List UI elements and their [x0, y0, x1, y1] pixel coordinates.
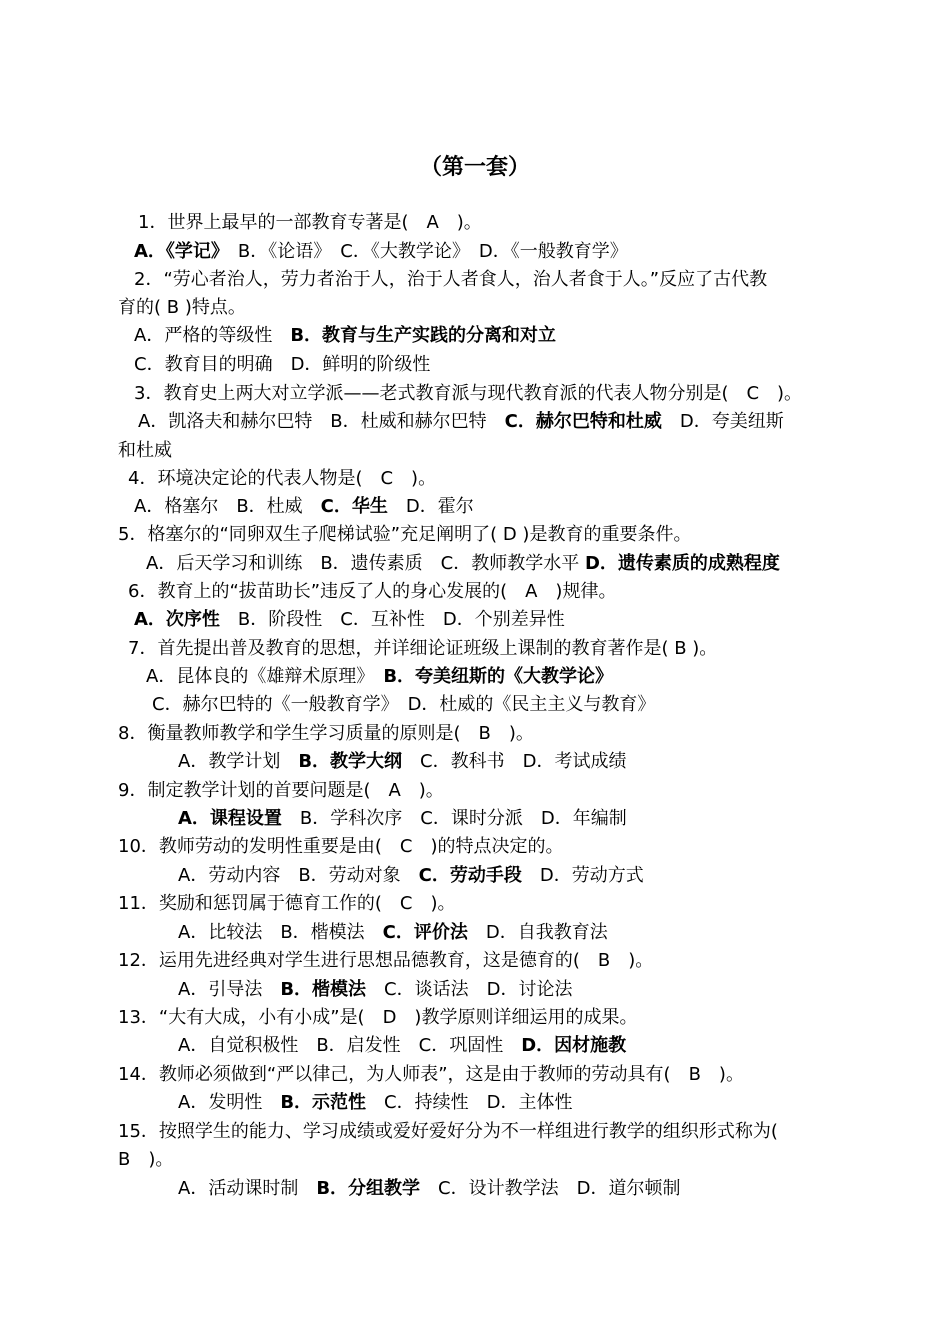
question-14: 14．教师必须做到“严以律己，为人师表”，这是由于教师的劳动具有( B )。 — [118, 1064, 744, 1085]
answer-highlight: B．教育与生产实践的分离和对立 — [290, 325, 557, 346]
answer-highlight: C．华生 — [320, 496, 388, 517]
question-5: 5．格塞尔的“同卵双生子爬梯试验”充足阐明了( D )是教育的重要条件。 — [118, 524, 692, 545]
answer-highlight: A．次序性 — [134, 609, 220, 630]
options-2b: C．教育目的明确 D．鲜明的阶级性 — [134, 354, 431, 375]
options-9: A．课程设置 B．学科次序 C．课时分派 D．年编制 — [178, 808, 627, 829]
answer-highlight: B．分组教学 — [316, 1178, 421, 1199]
options-6: A．次序性 B．阶段性 C．互补性 D．个别差异性 — [134, 609, 565, 630]
question-2-cont: 育的( B )特点。 — [118, 297, 246, 318]
question-12: 12．运用先进经典对学生进行思想品德教育，这是德育的( B )。 — [118, 950, 654, 971]
answer-highlight: A．课程设置 — [178, 808, 282, 829]
answer-highlight: C．赫尔巴特和杜威 — [504, 411, 662, 432]
options-7b: C．赫尔巴特的《一般教育学》 D．杜威的《民主主义与教育》 — [152, 694, 656, 715]
question-10: 10．教师劳动的发明性重要是由( C )的特点决定的。 — [118, 836, 564, 857]
answer-highlight: B．夸美纽斯的《大教学论》 — [383, 666, 614, 687]
question-7: 7．首先提出普及教育的思想，并详细论证班级上课制的教育著作是( B )。 — [128, 638, 718, 659]
options-4: A．格塞尔 B．杜威 C．华生 D．霍尔 — [134, 496, 474, 517]
question-6: 6．教育上的“拔苗助长”违反了人的身心发展的( A )规律。 — [128, 581, 617, 602]
answer-highlight: B．教学大纲 — [298, 751, 403, 772]
question-4: 4．环境决定论的代表人物是( C )。 — [128, 468, 437, 489]
options-3-cont: 和杜威 — [118, 440, 172, 461]
options-14: A．发明性 B．示范性 C．持续性 D．主体性 — [178, 1092, 573, 1113]
answer-highlight: D．遗传素质的成熟程度 — [584, 553, 780, 574]
question-15: 15．按照学生的能力、学习成绩或爱好爱好分为不一样组进行教学的组织形式称为( — [118, 1121, 778, 1142]
question-9: 9．制定教学计划的首要问题是( A )。 — [118, 780, 444, 801]
question-8: 8．衡量教师教学和学生学习质量的原则是( B )。 — [118, 723, 534, 744]
options-15: A．活动课时制 B．分组教学 C．设计教学法 D．道尔顿制 — [178, 1178, 681, 1199]
question-1: 1．世界上最早的一部教育专著是( A )。 — [138, 212, 482, 233]
answer-highlight: C．评价法 — [382, 922, 468, 943]
answer-highlight: D．因材施教 — [521, 1035, 627, 1056]
options-12: A．引导法 B．楷模法 C．谈话法 D．讨论法 — [178, 979, 573, 1000]
answer-highlight: C．劳动手段 — [418, 865, 522, 886]
answer-highlight: A．《学记》 — [134, 241, 220, 262]
options-2a: A．严格的等级性 B．教育与生产实践的分离和对立 — [134, 325, 557, 346]
options-3: A．凯洛夫和赫尔巴特 B．杜威和赫尔巴特 C．赫尔巴特和杜威 D．夸美纽斯 — [138, 411, 784, 432]
options-13: A．自觉积极性 B．启发性 C．巩固性 D．因材施教 — [178, 1035, 627, 1056]
options-10: A．劳动内容 B．劳动对象 C．劳动手段 D．劳动方式 — [178, 865, 644, 886]
question-15-cont: B )。 — [118, 1149, 174, 1170]
answer-highlight: B．示范性 — [280, 1092, 367, 1113]
options-7a: A．昆体良的《雄辩术原理》 B．夸美纽斯的《大教学论》 — [146, 666, 614, 687]
options-1: A．《学记》 B．《论语》 C．《大教学论》 D．《一般教育学》 — [134, 241, 628, 262]
options-8: A．教学计划 B．教学大纲 C．教科书 D．考试成绩 — [178, 751, 627, 772]
question-2: 2．“劳心者治人，劳力者治于人，治于人者食人，治人者食于人。”反应了古代教 — [134, 269, 768, 290]
question-13: 13．“大有大成，小有小成”是( D )教学原则详细运用的成果。 — [118, 1007, 638, 1028]
options-5: A．后天学习和训练 B．遗传素质 C．教师教学水平 D．遗传素质的成熟程度 — [146, 553, 780, 574]
answer-highlight: B．楷模法 — [280, 979, 367, 1000]
question-11: 11．奖励和惩罚属于德育工作的( C )。 — [118, 893, 456, 914]
question-3: 3．教育史上两大对立学派——老式教育派与现代教育派的代表人物分别是( C )。 — [134, 383, 803, 404]
options-11: A．比较法 B．楷模法 C．评价法 D．自我教育法 — [178, 922, 608, 943]
document-title: （第一套） — [419, 155, 530, 180]
